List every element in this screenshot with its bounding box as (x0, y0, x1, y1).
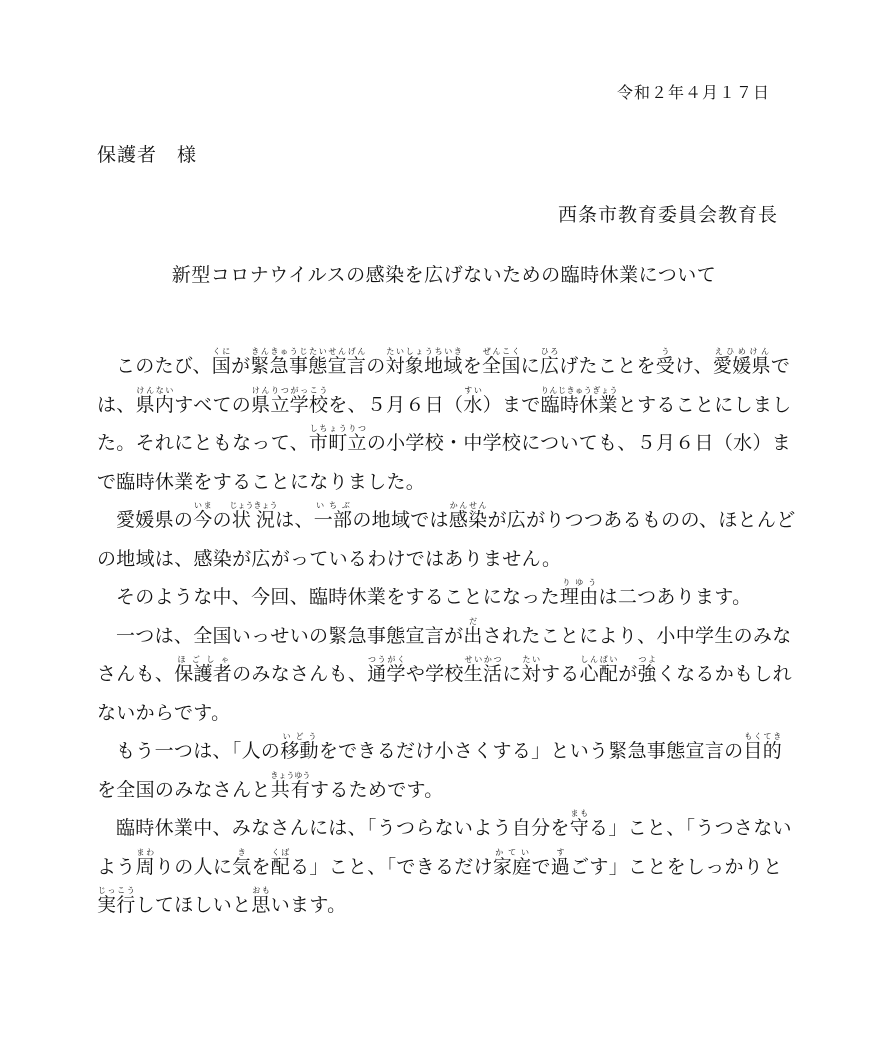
text-run: で (531, 855, 551, 878)
furigana-word (559, 578, 599, 608)
text-run: もう一つは、「人の (116, 740, 281, 762)
text-run: を (251, 855, 271, 878)
ruby-base: 通学 (367, 663, 406, 685)
furigana-word (135, 847, 155, 878)
text-run: を全国のみなさんと (97, 778, 271, 801)
ruby-reading: きょうゆう (270, 770, 311, 780)
text-run: が (231, 355, 251, 377)
furigana-word (270, 770, 311, 801)
furigana-word (308, 424, 367, 454)
text-run: が (618, 663, 638, 685)
furigana-word (655, 347, 676, 377)
ruby-base: 状況 (229, 509, 278, 531)
ruby-reading: いどう (280, 732, 319, 741)
furigana-word (521, 655, 541, 685)
text-run: 愛媛県の (116, 509, 194, 531)
text-run: る」こと、「できるだけ (290, 855, 493, 878)
text-run: を (462, 355, 483, 377)
ruby-base: 県内 (135, 393, 175, 416)
furigana-word (492, 847, 532, 878)
ruby-base: 愛媛県 (712, 355, 771, 377)
ruby-base: 気 (232, 855, 252, 878)
text-run: のみなさんも、 (232, 663, 368, 685)
text-run: してほしいと (135, 894, 252, 916)
ruby-reading: すい (463, 385, 483, 395)
furigana-word (270, 847, 291, 878)
text-run: すべての (174, 393, 252, 416)
text-run: そのような中、今回、臨時休業をすることになった (116, 586, 560, 608)
text-run: や学校 (405, 663, 464, 685)
ruby-base: 市町立 (308, 432, 367, 454)
ruby-base: 実行 (97, 894, 136, 916)
ruby-reading: もくてき (743, 732, 783, 741)
furigana-word (367, 655, 406, 685)
para-state-of-emergency (97, 347, 797, 501)
ruby-reading: たいしょうちいき (385, 347, 463, 356)
ruby-base: 全国 (482, 355, 521, 377)
furigana-word (579, 655, 619, 685)
ruby-reading: ぜんこく (482, 347, 521, 356)
ruby-base: 家庭 (492, 855, 532, 878)
ruby-reading: じっこう (97, 886, 136, 895)
ruby-base: 臨時休業 (540, 393, 618, 416)
ruby-base: 移動 (280, 740, 319, 762)
furigana-word (211, 347, 232, 377)
text-run: このたび、 (116, 355, 212, 377)
text-run: に (502, 663, 522, 685)
furigana-word (97, 886, 136, 916)
ruby-base: 保護者 (174, 663, 233, 685)
furigana-word (250, 347, 367, 377)
ruby-base: 守 (569, 817, 590, 839)
ruby-reading: せいかつ (463, 655, 503, 664)
ruby-base: 心配 (579, 663, 619, 685)
ruby-reading: だ (463, 616, 483, 626)
ruby-reading: りんじきゅうぎょう (540, 385, 618, 395)
para-two-reasons (97, 578, 797, 617)
text-run: を、５月６日（ (328, 393, 464, 416)
furigana-word (482, 347, 521, 377)
letter-subject: 新型コロナウイルスの感染を広げないための臨時休業について (171, 264, 717, 286)
furigana-word (280, 732, 319, 762)
ruby-base: 対 (521, 663, 541, 685)
text-run: の (212, 509, 232, 531)
text-run: に (520, 355, 540, 377)
ruby-base: 強 (637, 663, 657, 685)
ruby-reading: す (550, 847, 571, 857)
letter-body (97, 347, 797, 925)
text-run: の (366, 355, 386, 377)
furigana-word (251, 385, 329, 416)
text-run: する (540, 663, 580, 685)
ruby-reading: ひろ (539, 347, 560, 356)
ruby-base: 受 (655, 355, 676, 377)
ruby-reading: かんせん (448, 501, 488, 510)
furigana-word (313, 501, 353, 531)
text-run: くなるかもしれないからです。 (97, 663, 792, 724)
para-current-situation (97, 501, 797, 578)
ruby-base: 感染 (448, 509, 488, 531)
ruby-base: 共有 (270, 778, 311, 801)
ruby-reading: しちょうりつ (308, 424, 367, 433)
ruby-base: 一部 (313, 509, 353, 531)
furigana-word (712, 347, 771, 377)
ruby-reading: しんぱい (579, 655, 619, 664)
furigana-word (463, 655, 503, 685)
para-reason-two (97, 732, 797, 809)
furigana-word (174, 655, 233, 685)
para-request (97, 809, 797, 925)
text-run: をできるだけ小さくする」という緊急事態宣言の (318, 740, 744, 762)
furigana-word (637, 655, 657, 685)
text-run: の小学校・中学校についても、５月６日（水）まで臨時休業をすることになりました。 (97, 432, 792, 493)
text-run: の地域では (352, 509, 449, 531)
ruby-reading: くば (270, 847, 291, 857)
ruby-reading: かてい (492, 847, 532, 857)
ruby-reading: くに (211, 347, 232, 356)
text-run: とすることにしました。それにともなって、 (97, 393, 792, 454)
ruby-reading: いちぶ (313, 501, 353, 510)
ruby-reading: えひめけん (712, 347, 771, 356)
furigana-word (193, 501, 213, 531)
ruby-reading: まわ (135, 847, 155, 857)
text-run: が広がりつつあるものの、ほとんどの地域は、感染が広がっているわけではありません。 (97, 509, 796, 570)
ruby-base: 過 (550, 855, 571, 878)
ruby-reading: いま (193, 501, 213, 510)
ruby-base: 緊急事態宣言 (250, 355, 367, 377)
ruby-reading: う (655, 347, 676, 356)
furigana-word (540, 385, 618, 416)
ruby-base: 出 (463, 624, 483, 647)
furigana-word (743, 732, 783, 762)
ruby-reading: おも (251, 886, 271, 895)
ruby-reading: つうがく (367, 655, 406, 664)
ruby-base: 理由 (559, 586, 599, 608)
ruby-base: 配 (270, 855, 291, 878)
letter-date: 令和２年４月１７日 (616, 83, 770, 102)
ruby-base: 国 (211, 355, 232, 377)
sender-name: 西条市教育委員会教育長 (557, 204, 778, 226)
text-run: け、 (675, 355, 713, 377)
furigana-word (550, 847, 571, 878)
furigana-word (385, 347, 463, 377)
ruby-reading: つよ (637, 655, 657, 664)
text-run: は二つあります。 (598, 586, 752, 608)
furigana-word (539, 347, 560, 377)
ruby-base: 思 (251, 894, 271, 916)
ruby-base: 今 (193, 509, 213, 531)
text-run: げたことを (559, 355, 656, 377)
text-run: は、 (275, 509, 314, 531)
ruby-base: 生活 (463, 663, 503, 685)
para-reason-one (97, 617, 797, 733)
ruby-base: 目的 (743, 740, 783, 762)
ruby-base: 水 (463, 393, 483, 416)
text-run: る」こと、「うつさないよう (97, 817, 792, 878)
text-run: りの人に (154, 855, 233, 878)
ruby-reading: けんりつがっこう (251, 385, 329, 395)
furigana-word (448, 501, 488, 531)
ruby-base: 対象地域 (385, 355, 463, 377)
furigana-word (229, 501, 278, 531)
ruby-reading: ほごしゃ (174, 655, 233, 664)
ruby-base: 広 (539, 355, 560, 377)
furigana-word (251, 886, 271, 916)
text-run: います。 (270, 894, 347, 916)
ruby-reading: りゆう (559, 578, 599, 587)
furigana-word (135, 385, 175, 416)
ruby-reading: たい (521, 655, 541, 664)
ruby-base: 周 (135, 855, 155, 878)
furigana-word (463, 616, 483, 647)
furigana-word (569, 809, 590, 839)
text-run: 一つは、全国いっせいの緊急事態宣言が (116, 624, 464, 647)
addressee: 保護者 様 (97, 144, 198, 166)
text-run: されたことにより、小中学生のみなさんも、 (97, 624, 792, 685)
ruby-reading: きんきゅうじたいせんげん (250, 347, 367, 356)
text-run: ごす」ことをしっかりと (570, 855, 783, 878)
ruby-reading: まも (569, 809, 590, 818)
furigana-word (463, 385, 483, 416)
ruby-reading: けんない (135, 385, 175, 395)
text-run: 臨時休業中、みなさんには、「うつらないよう自分を (116, 817, 570, 839)
ruby-reading: じょうきょう (229, 501, 278, 510)
text-run: では、 (97, 355, 791, 416)
ruby-base: 県立学校 (251, 393, 329, 416)
furigana-word (232, 847, 252, 878)
text-run: ）まで (482, 393, 541, 416)
text-run: するためです。 (310, 778, 444, 801)
ruby-reading: き (232, 847, 252, 857)
